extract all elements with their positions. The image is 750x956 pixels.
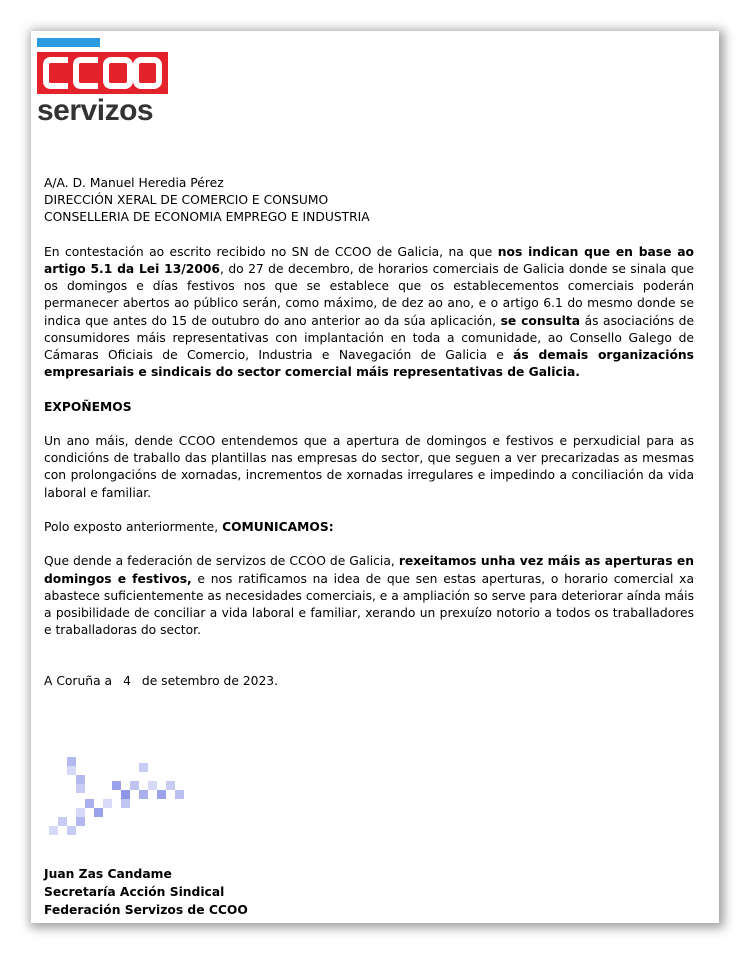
paragraph-intro [44, 244, 694, 382]
date-suffix: de setembro de 2023. [141, 674, 279, 689]
text-run: e nos ratificamos na idea de que sen estas aperturas, o horario comercial xa abastece suficientemente as necesidades comerciais, e a ampliación so serve para deteriorar aínda máis a posibilidade de conciliar a vida laboral e familiar, xerando un prexuízo notorio a todos os traballadores e traballadoras do sector. [44, 571, 694, 638]
text-run: En contestación ao escrito recibido no SN de CCOO de Galicia, na que [44, 244, 498, 259]
letter-page [31, 31, 719, 923]
paragraph-communication [44, 553, 694, 639]
paragraph-comunicamos [44, 519, 694, 536]
logo-subtitle: servizos [37, 94, 154, 127]
date-prefix: A Coruña a [44, 674, 113, 689]
recipient-ministry: CONSELLERIA DE ECONOMIA EMPREGO E INDUSTRIA [44, 210, 370, 225]
signer-organization: Federación Servizos de CCOO [44, 903, 248, 917]
recipient-department: DIRECCIÓN XERAL DE COMERCIO E CONSUMO [44, 193, 329, 208]
bold-run: ás demais organizacións empresariais e sindicais do sector comercial máis representativas de Galicia. [44, 348, 695, 380]
heading-exponemos [44, 399, 694, 416]
bold-run: se consulta [500, 313, 581, 328]
signer-role: Secretaría Acción Sindical [44, 885, 225, 899]
logo-accent-bar [37, 38, 100, 47]
bold-run: nos indican que en base ao artigo 5.1 da Lei 13/2006 [44, 244, 694, 276]
ccoo-logo-lettering [43, 56, 162, 90]
date-line [44, 673, 694, 690]
signature-image [49, 755, 189, 847]
bold-run: COMUNICAMOS: [222, 520, 334, 534]
paragraph-exposition: Un ano máis, dende CCOO entendemos que a apertura de domingos e festivos e perxudicial para as condicións de traballo das plantillas nas empresas do sector, que seguen a ver precarizadas as mesmas con prolongacións de xornadas, incrementos de xornadas irregulares e impedindo a conciliación da vida laboral e familiar. [44, 434, 694, 500]
date-day: 4 [123, 674, 131, 689]
text-run: ás asociacións de consumidores máis representativas con implantación en toda a comunidade, ao Consello Galego de Cámaras Oficiais de Comercio, Industria e Navegación de Galicia e [44, 313, 695, 363]
text-run: Polo exposto anteriormente, [44, 520, 223, 534]
bold-run: rexeitamos unha vez máis as aperturas en domingos e festivos, [44, 554, 694, 586]
text-run: Que dende a federación de servizos de CCOO de Galicia, [44, 554, 399, 569]
signature-block [44, 865, 444, 919]
ccoo-logo [37, 52, 168, 94]
text-run: , do 27 de decembro, de horarios comerciais de Galicia donde se sinala que os domingos e días festivos nos que se establece que os establecementos comerciais poderán permanecer abertos ao público serán, como máximo, de dez ao ano, e o artigo 6.1 do mesmo donde se indica que antes do 15 de outubro do ano anterior ao da súa aplicación, [44, 262, 694, 328]
heading-text: EXPOÑEMOS [44, 399, 132, 414]
signer-name: Juan Zas Candame [44, 867, 172, 881]
letter-body [44, 175, 694, 691]
recipient-name: A/A. D. Manuel Heredia Pérez [44, 176, 224, 190]
